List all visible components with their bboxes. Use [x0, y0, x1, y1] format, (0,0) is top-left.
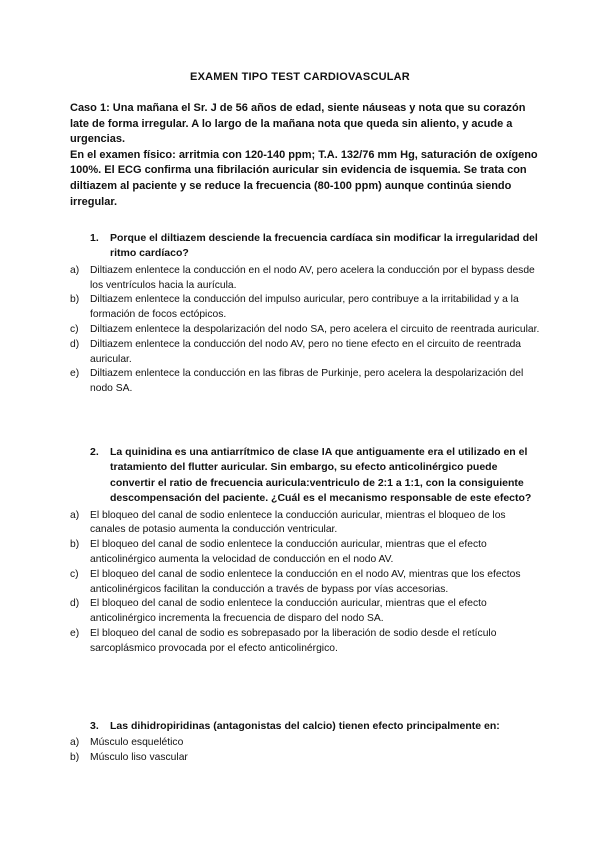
option-d	[70, 597, 540, 627]
option-text: Diltiazem enlentece la conducción del nodo AV, pero no tiene efecto en el circuito de reentrada auricular.	[90, 338, 522, 365]
option-letter: d)	[70, 598, 80, 610]
option-text: Músculo liso vascular	[90, 752, 188, 764]
option-b	[70, 538, 540, 568]
options-list	[70, 509, 540, 657]
question-number: 3.	[90, 720, 99, 732]
option-a	[70, 736, 540, 751]
case-paragraph-2: En el examen físico: arritmia con 120-140 ppm; T.A. 132/76 mm Hg, saturación de oxígeno 100%. El ECG confirma una fibrilación auricular sin evidencia de isquemia. Se trata con diltiazem al paciente y se reduce la frecuencia (80-100 ppm) aunque continúa siendo irregular.	[70, 148, 538, 208]
option-text: Diltiazem enlentece la despolarización del nodo SA, pero acelera el circuito de reentrada auricular.	[90, 324, 540, 335]
option-text: El bloqueo del canal de sodio es sobrepasado por la liberación de sodio desde el retículo sarcoplásmico provocada por el efecto anticolinérgico.	[90, 628, 497, 654]
option-text: Diltiazem enlentece la conducción del impulso auricular, pero contribuye a la irritabilidad y a la formación de focos ectópicos.	[90, 294, 519, 321]
question-stem	[90, 445, 540, 507]
option-letter: d)	[70, 338, 80, 350]
option-letter: a)	[70, 264, 80, 276]
option-letter: e)	[70, 628, 80, 639]
question-text: Porque el diltiazem desciende la frecuencia cardíaca sin modificar la irregularidad del ritmo cardíaco?	[110, 232, 538, 260]
option-text: El bloqueo del canal de sodio enlentece la conducción en el nodo AV, mientras que los efectos anticolinérgicos facilitan la conducción a través de bypass por vías accesorias.	[90, 568, 521, 595]
options-list	[70, 264, 540, 397]
option-letter: b)	[70, 539, 80, 551]
question-stem	[90, 231, 540, 262]
question-2	[70, 445, 540, 657]
question-number: 1.	[90, 232, 99, 244]
question-number: 2.	[90, 446, 99, 458]
option-b	[70, 293, 540, 323]
option-a	[70, 264, 540, 294]
case-paragraph-1: Caso 1: Una mañana el Sr. J de 56 años de edad, siente náuseas y nota que su corazón late de forma irregular. A lo largo de la mañana nota que queda sin aliento, y acude a urgencias.	[70, 102, 526, 146]
option-letter: c)	[70, 324, 79, 335]
options-list	[70, 736, 540, 766]
option-text: Músculo esquelético	[90, 737, 184, 749]
option-b	[70, 751, 540, 766]
option-d	[70, 338, 540, 368]
option-text: El bloqueo del canal de sodio enlentece la conducción auricular, mientras que el efecto anticolinérgico incrementa la frecuencia de disparo del nodo SA.	[90, 598, 487, 625]
option-text: Diltiazem enlentece la conducción en las fibras de Purkinje, pero acelera la despolarización del nodo SA.	[90, 368, 524, 395]
option-letter: e)	[70, 368, 80, 380]
option-text: El bloqueo del canal de sodio enlentece la conducción auricular, mientras el bloqueo de los canales de potasio aumenta la conducción ventricular.	[90, 509, 506, 536]
option-c	[70, 568, 540, 598]
option-letter: c)	[70, 568, 79, 580]
option-c	[70, 323, 540, 338]
option-letter: a)	[70, 509, 80, 521]
question-text: Las dihidropiridinas (antagonistas del calcio) tienen efecto principalmente en:	[110, 720, 500, 732]
option-e	[70, 367, 540, 397]
question-1	[70, 231, 540, 397]
option-a	[70, 509, 540, 539]
option-text: Diltiazem enlentece la conducción en el nodo AV, pero acelera la conducción por el bypass desde los ventrículos hacia la aurícula.	[90, 264, 535, 291]
option-letter: a)	[70, 737, 80, 749]
option-text: El bloqueo del canal de sodio enlentece la conducción auricular, mientras que el efecto anticolinérgico aumenta la velocidad de conducción en el nodo AV.	[90, 539, 487, 566]
question-text: La quinidina es una antiarrítmico de clase IA que antiguamente era el utilizado en el tratamiento del flutter auricular. Sin embargo, su efecto anticolinérgico puede convertir el ratio de frecuencia auricula:ventriculo de 2:1 a 1:1, con la consiguiente descompensación del paciente. ¿Cuál es el mecanismo responsable de este efecto?	[110, 446, 532, 505]
option-e	[70, 627, 540, 657]
option-letter: b)	[70, 294, 80, 306]
question-3	[70, 719, 540, 766]
case-description	[70, 101, 540, 210]
question-stem	[90, 719, 540, 734]
document-title: EXAMEN TIPO TEST CARDIOVASCULAR	[190, 71, 410, 83]
option-letter: b)	[70, 752, 80, 764]
